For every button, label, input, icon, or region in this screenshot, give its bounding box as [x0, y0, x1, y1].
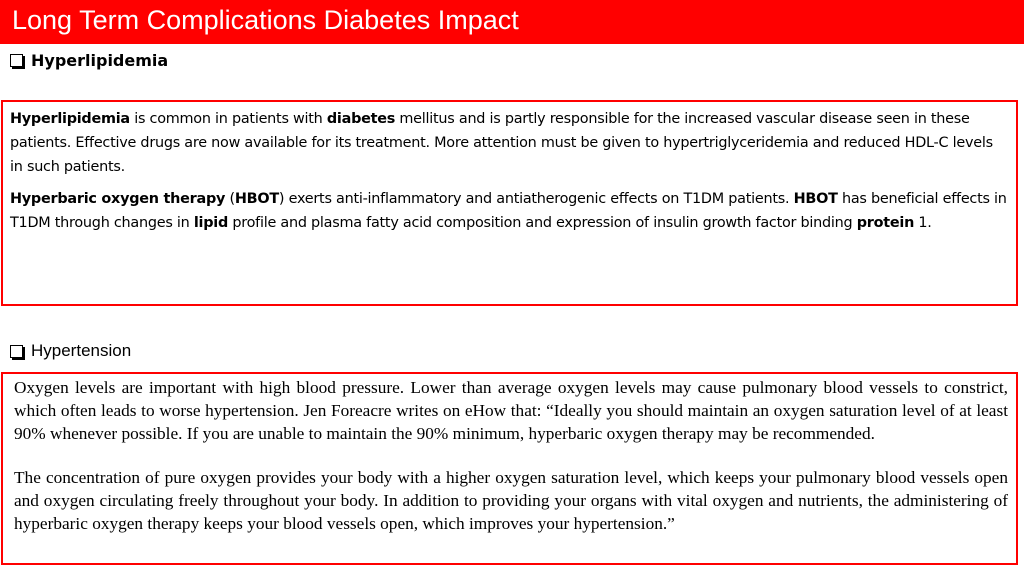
- section-heading-hyperlipidemia: [10, 51, 168, 70]
- text-run: has beneficial effects in T1DM through changes in: [10, 191, 1007, 231]
- slide-title: Long Term Complications Diabetes Impact: [12, 5, 519, 35]
- term-protein: protein: [856, 215, 915, 231]
- text-run: 1.: [914, 215, 932, 231]
- term-lipid: lipid: [193, 215, 229, 231]
- hypertension-panel: [1, 372, 1018, 565]
- hbot-paragraph: [10, 187, 1008, 235]
- text-run: mellitus and is partly responsible for the increased vascular disease seen in these patients. Effective drugs are now available for its treatment. More attention must be given to hypertriglyceridemia and reduced HDL-C levels in such patients.: [10, 111, 993, 175]
- oxygen-concentration-paragraph: The concentration of pure oxygen provides your body with a higher oxygen saturation level, which keeps your pulmonary blood vessels open and oxygen circulating freely throughout your body. In addition to providing your organs with vital oxygen and nutrients, the administering of hyperbaric oxygen therapy keeps your blood vessels open, which improves your hypertension.”: [14, 468, 1008, 533]
- term-hbot: HBOT: [793, 191, 838, 207]
- oxygen-levels-paragraph: Oxygen levels are important with high blood pressure. Lower than average oxygen levels may cause pulmonary blood vessels to constrict, which often leads to worse hypertension. Jen Foreacre writes on eHow that: “Ideally you should maintain an oxygen saturation level of at least 90% whenever possible. If you are unable to maintain the 90% minimum, hyperbaric oxygen therapy may be recommended.: [14, 378, 1008, 443]
- term-hbot: HBOT: [234, 191, 279, 207]
- text-run: profile and plasma fatty acid composition and expression of insulin growth factor binding: [228, 215, 857, 231]
- hyperlipidemia-paragraph: [10, 107, 1008, 179]
- hyperlipidemia-panel: [1, 100, 1018, 306]
- section-heading-hypertension: [10, 341, 131, 361]
- title-bar: [0, 0, 1024, 44]
- section-heading-label: Hyperlipidemia: [31, 51, 169, 70]
- term-hbo-therapy: Hyperbaric oxygen therapy: [10, 191, 226, 207]
- text-run: is common in patients with: [129, 111, 327, 127]
- term-hyperlipidemia: Hyperlipidemia: [10, 111, 130, 127]
- term-diabetes: diabetes: [326, 111, 396, 127]
- checkbox-square-icon: [10, 54, 23, 67]
- checkbox-square-icon: [10, 345, 23, 358]
- text-run: ) exerts anti-inflammatory and antiatherogenic effects on T1DM patients.: [278, 191, 794, 207]
- text-run: (: [225, 191, 235, 207]
- section-heading-label: Hypertension: [31, 341, 132, 360]
